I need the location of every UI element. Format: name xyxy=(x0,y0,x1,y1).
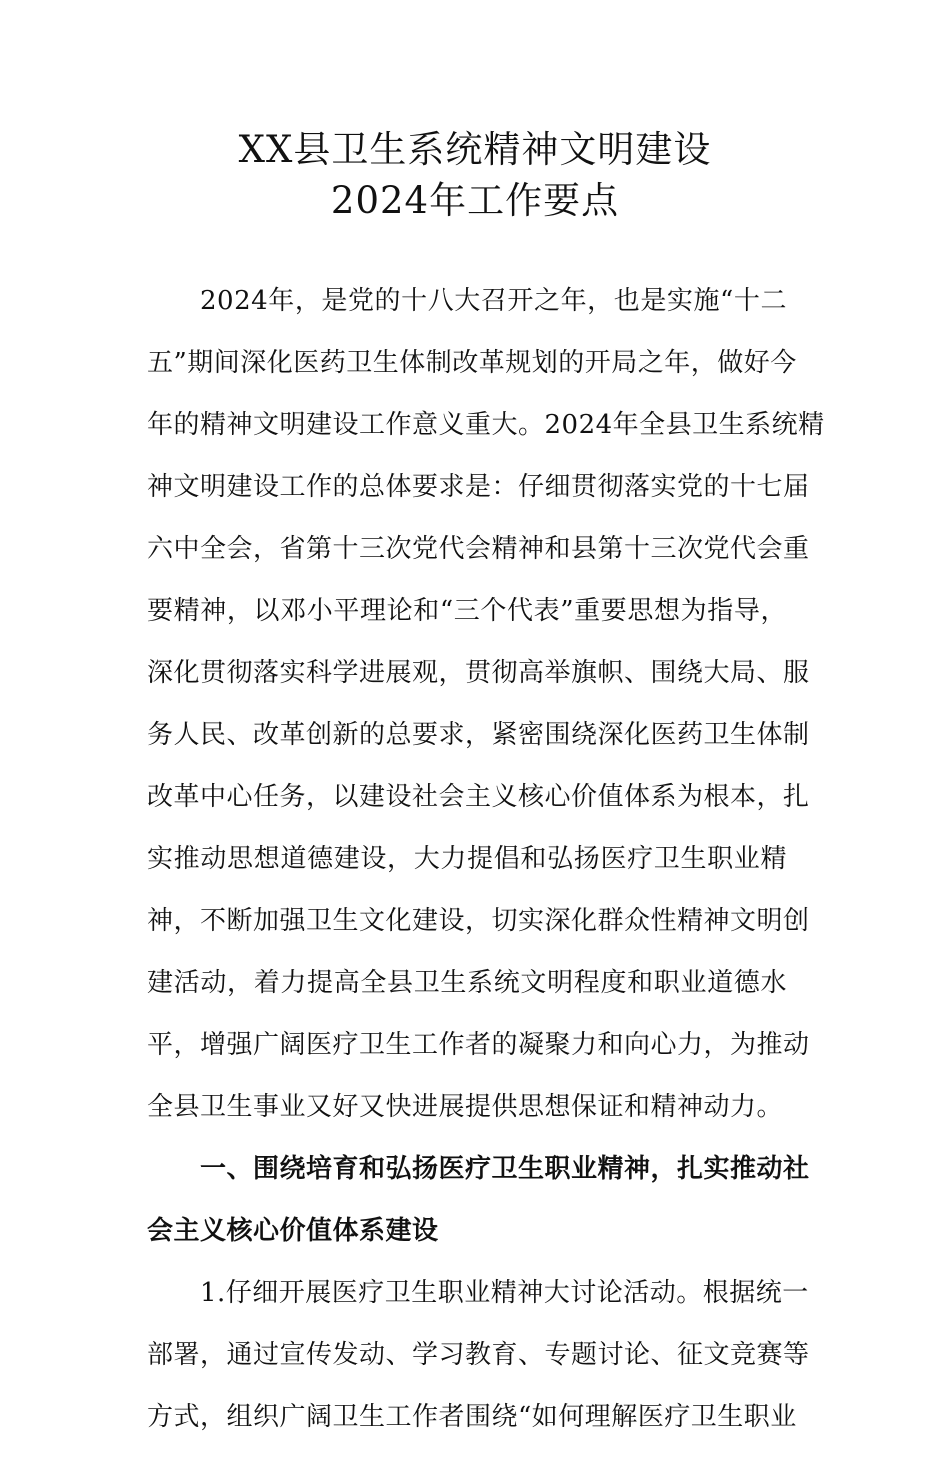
heading-line: 会主义核心价值体系建设 xyxy=(147,1216,439,1246)
text-line: 神文明建设工作的总体要求是：仔细贯彻落实党的十七届 xyxy=(147,472,810,502)
text-line: 建活动，着力提高全县卫生系统文明程度和职业道德水 xyxy=(147,968,787,998)
text-line: 深化贯彻落实科学进展观，贯彻高举旗帜、围绕大局、服 xyxy=(147,658,810,688)
text-line: 年的精神文明建设工作意义重大。2024年全县卫生系统精 xyxy=(147,410,825,440)
text-line: 务人民、改革创新的总要求，紧密围绕深化医药卫生体制 xyxy=(147,720,810,750)
paragraph-intro xyxy=(147,286,825,1154)
section-heading-1 xyxy=(147,1154,810,1278)
text-line: 方式，组织广阔卫生工作者围绕“如何理解医疗卫生职业 xyxy=(147,1402,797,1432)
heading-line: 一、围绕培育和弘扬医疗卫生职业精神，扎实推动社 xyxy=(200,1154,810,1184)
text-line: 神，不断加强卫生文化建设，切实深化群众性精神文明创 xyxy=(147,906,810,936)
document-body xyxy=(147,286,825,1464)
text-line: 1.仔细开展医疗卫生职业精神大讨论活动。根据统一 xyxy=(200,1278,809,1308)
paragraph-item-1 xyxy=(147,1278,810,1464)
text-line: 全县卫生事业又好又快进展提供思想保证和精神动力。 xyxy=(147,1092,784,1122)
text-line: 部署，通过宣传发动、学习教育、专题讨论、征文竞赛等 xyxy=(147,1340,810,1370)
text-line: 平，增强广阔医疗卫生工作者的凝聚力和向心力，为推动 xyxy=(147,1030,810,1060)
document-title-line2: 2024年工作要点 xyxy=(330,179,620,222)
text-line: 2024年，是党的十八大召开之年，也是实施“十二 xyxy=(200,286,787,316)
text-line: 实推动思想道德建设，大力提倡和弘扬医疗卫生职业精 xyxy=(147,844,787,874)
text-line: 六中全会，省第十三次党代会精神和县第十三次党代会重 xyxy=(147,534,810,564)
text-line: 五”期间深化医药卫生体制改革规划的开局之年，做好今 xyxy=(147,348,797,378)
document-title-line1: XX县卫生系统精神文明建设 xyxy=(238,128,712,171)
text-line: 要精神，以邓小平理论和“三个代表”重要思想为指导， xyxy=(147,596,787,626)
text-line: 改革中心任务，以建设社会主义核心价值体系为根本，扎 xyxy=(147,782,810,812)
